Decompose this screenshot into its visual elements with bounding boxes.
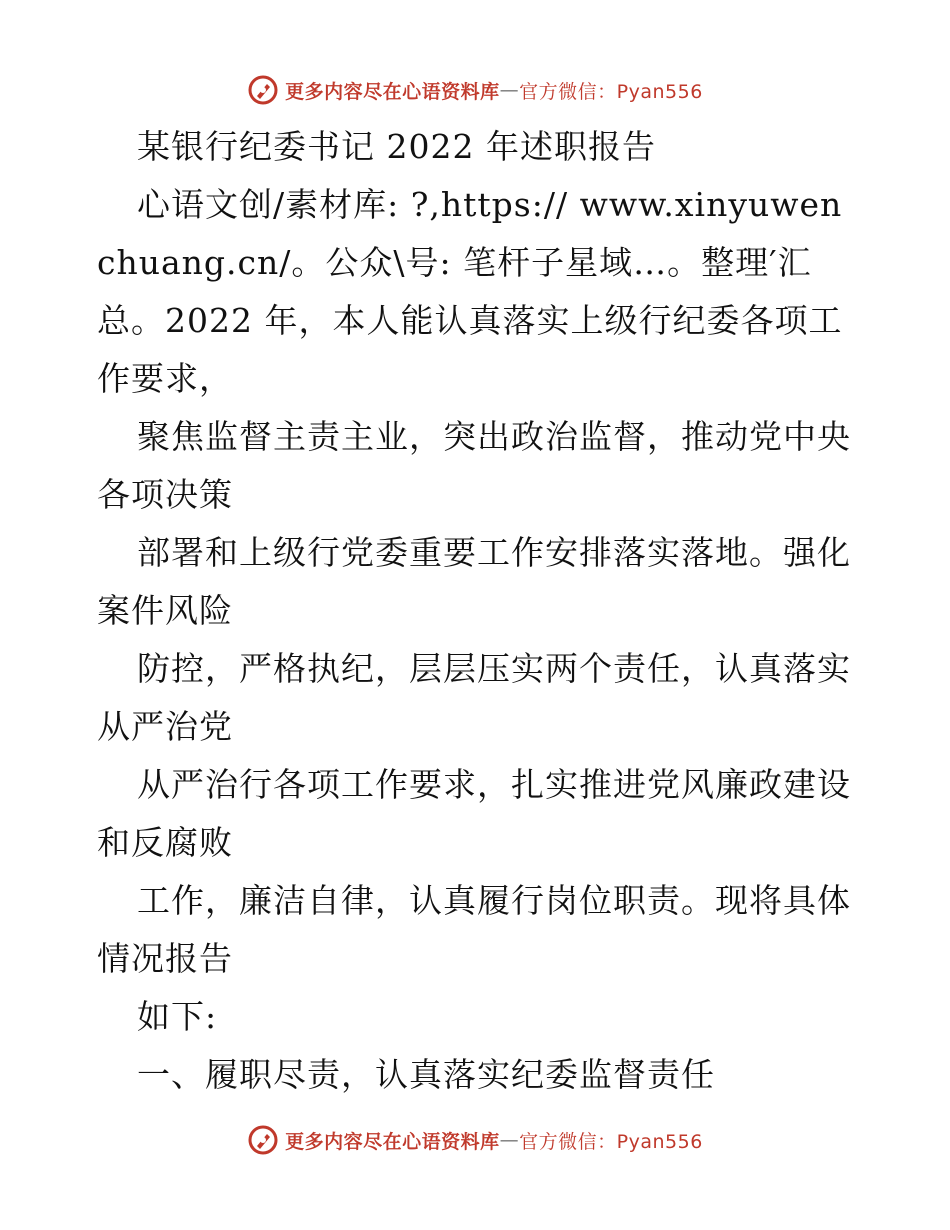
watermark-wechat-text: 官方微信：Pyan556 xyxy=(519,80,703,103)
watermark-wechat-text: 官方微信：Pyan556 xyxy=(519,1130,703,1153)
watermark-promo-text: 更多内容尽在心语资料库 xyxy=(285,1130,500,1153)
watermark-separator: — xyxy=(499,1129,520,1151)
paragraph: 工作，廉洁自律，认真履行岗位职责。现将具体情况报告 xyxy=(97,881,851,978)
pen-circle-logo-icon xyxy=(247,1124,279,1156)
section-heading: 一、履职尽责，认真落实纪委监督责任 xyxy=(137,1055,715,1094)
paragraph: 聚焦监督主责主业，突出政治监督，推动党中央各项决策 xyxy=(97,417,851,514)
paragraph: 心语文创/素材库: ?,https:// www.xinyuwenchuang.cn/。公众\号: 笔杆子星域…。整理′汇总。2022 年，本人能认真落实上级行纪委各项工作要求， xyxy=(97,185,843,398)
header-watermark xyxy=(0,70,950,110)
watermark-promo-text: 更多内容尽在心语资料库 xyxy=(285,80,500,103)
paragraph: 如下: xyxy=(137,997,218,1036)
watermark-separator: — xyxy=(499,79,520,101)
pen-circle-logo-icon xyxy=(247,74,279,106)
document-body xyxy=(97,118,857,1104)
paragraph: 防控，严格执纪，层层压实两个责任，认真落实从严治党 xyxy=(97,649,851,746)
paragraph: 部署和上级行党委重要工作安排落实落地。强化案件风险 xyxy=(97,533,851,630)
paragraph: 从严治行各项工作要求，扎实推进党风廉政建设和反腐败 xyxy=(97,765,851,862)
footer-watermark xyxy=(0,1120,950,1160)
document-title: 某银行纪委书记 2022 年述职报告 xyxy=(137,127,656,166)
